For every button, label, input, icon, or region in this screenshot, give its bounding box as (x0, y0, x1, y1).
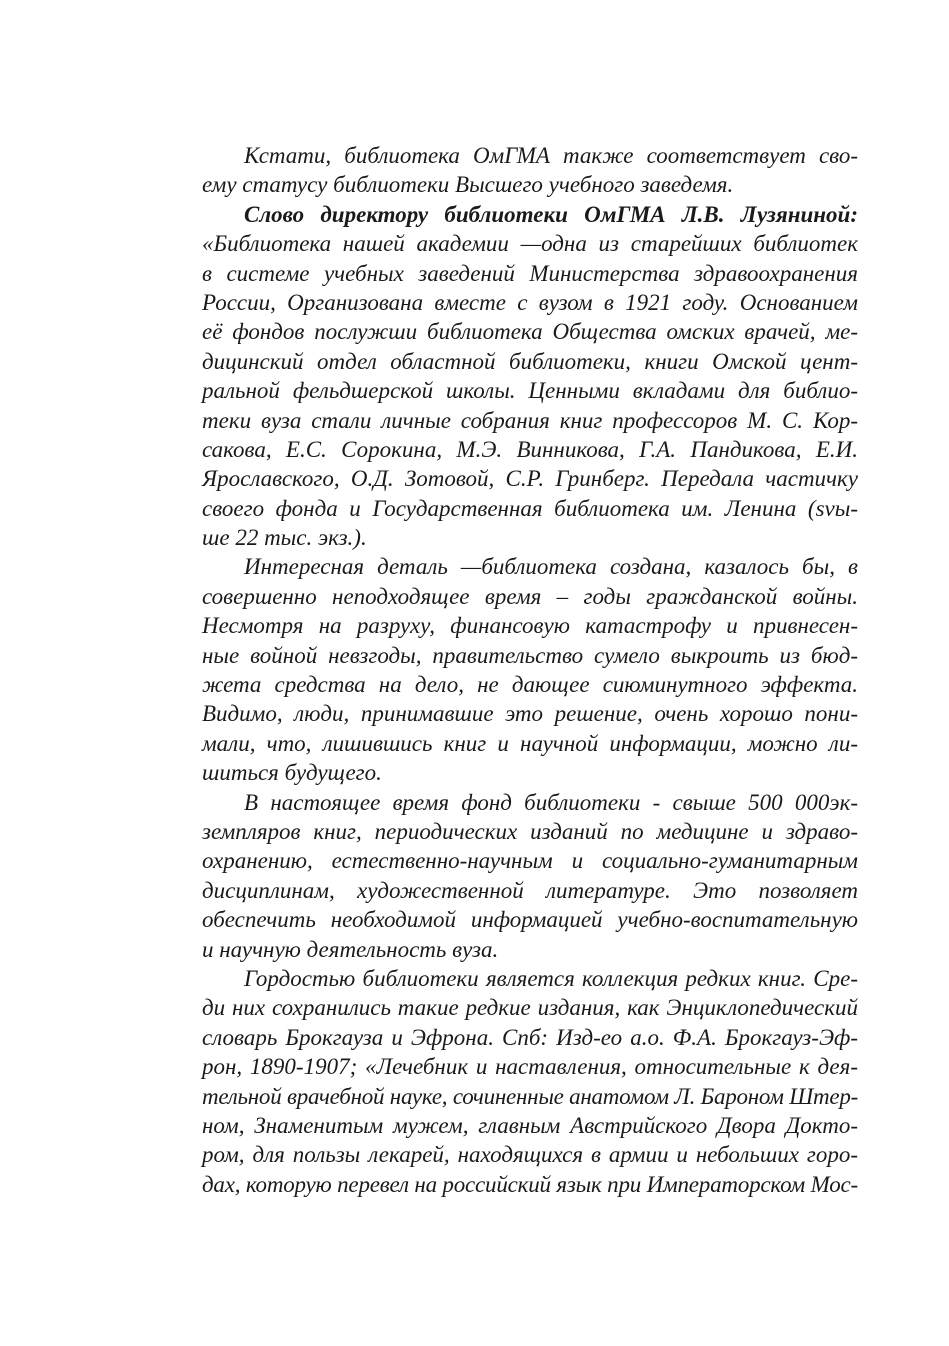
text-line: ральной фельдшерской школы. Ценными вкладами для библио- (202, 378, 858, 404)
text-line: ные войной невзгоды, правительство сумело выкроить из бюд- (202, 642, 858, 668)
heading-line: Слово директору библиотеки ОмГМА Л.В. Лузяниной: (244, 201, 858, 227)
text-line: России, Организована вместе с вузом в 1921 году. Основанием (202, 289, 858, 315)
text-line: её фондов послужши библиотека Общества омских врачей, ме- (202, 319, 858, 345)
text-line: обеспечить необходимой информацией учебно-воспитательную (202, 907, 858, 933)
text-line: и научную деятельность вуза. (202, 936, 499, 962)
text-line: рон, 1890-1907; «Лечебник и наставления, относительные к дея- (202, 1054, 858, 1080)
text-line: дах, которую перевел на российский язык при Императорском Мос- (202, 1171, 858, 1197)
text-line: шиться будущего. (202, 760, 382, 786)
text-line: земпляров книг, периодических изданий по медицине и здраво- (202, 818, 858, 844)
text-line: Интересная деталь —библиотека создана, казалось бы, в (244, 554, 858, 580)
text-line: Гордостью библиотеки является коллекция редких книг. Сре- (244, 965, 858, 991)
text-line: ему статусу библиотеки Высшего учебного заведемя. (202, 172, 734, 198)
text-line: своего фонда и Государственная библиотека им. Ленина (svы- (202, 495, 858, 521)
text-line: в системе учебных заведений Министерства здравоохранения (202, 260, 858, 286)
text-line: Видимо, люди, принимавшие это решение, очень хорошо пони- (202, 701, 858, 727)
text-line: В настоящее время фонд библиотеки - свыше 500 000эк- (244, 789, 858, 815)
text-line: ди них сохранились такие редкие издания, как Энциклопедический (202, 995, 858, 1021)
text-line: ше 22 тыс. экз.). (202, 525, 367, 551)
text-line: Ярославского, О.Д. Зотовой, С.Р. Гринберг. Передала частичку (202, 466, 858, 492)
text-line: ром, для пользы лекарей, находящихся в армии и небольших горо- (202, 1142, 858, 1168)
text-line: Несмотря на разруху, финансовую катастрофу и привнесен- (202, 613, 858, 639)
text-line: тельной врачебной науке, сочиненные анатомом Л. Бароном Штер- (202, 1083, 858, 1109)
text-line: дисциплинам, художественной литературе. Это позволяет (202, 877, 858, 903)
text-line: дицинский отдел областной библиотеки, книги Омской цент- (202, 348, 858, 374)
text-line: теки вуза стали личные собрания книг профессоров М. С. Кор- (202, 407, 858, 433)
text-line: сакова, Е.С. Сорокина, М.Э. Винникова, Г.А. Пандикова, Е.И. (202, 436, 858, 462)
text-line: ном, Знаменитым мужем, главным Австрийского Двора Доктo- (202, 1112, 858, 1138)
body-text (202, 141, 858, 1199)
text-line: словарь Брокгауза и Эфрона. Спб: Изд-ео а.о. Ф.А. Брокгауз-Эф- (202, 1024, 858, 1050)
text-line: «Библиотека нашей академии —одна из старейших библиотек (202, 231, 858, 257)
text-line: жета средства на дело, не дающее сиюминутного эффекта. (202, 672, 858, 698)
text-line: совершенно неподходящее время – годы гражданской войны. (202, 583, 858, 609)
text-line: охранению, естественно-научным и социально-гуманитарным (202, 848, 858, 874)
text-line: мали, что, лишившись книг и научной информации, можно ли- (202, 730, 858, 756)
text-line: Кстати, библиотека ОмГМА также соответствует сво- (244, 143, 858, 168)
